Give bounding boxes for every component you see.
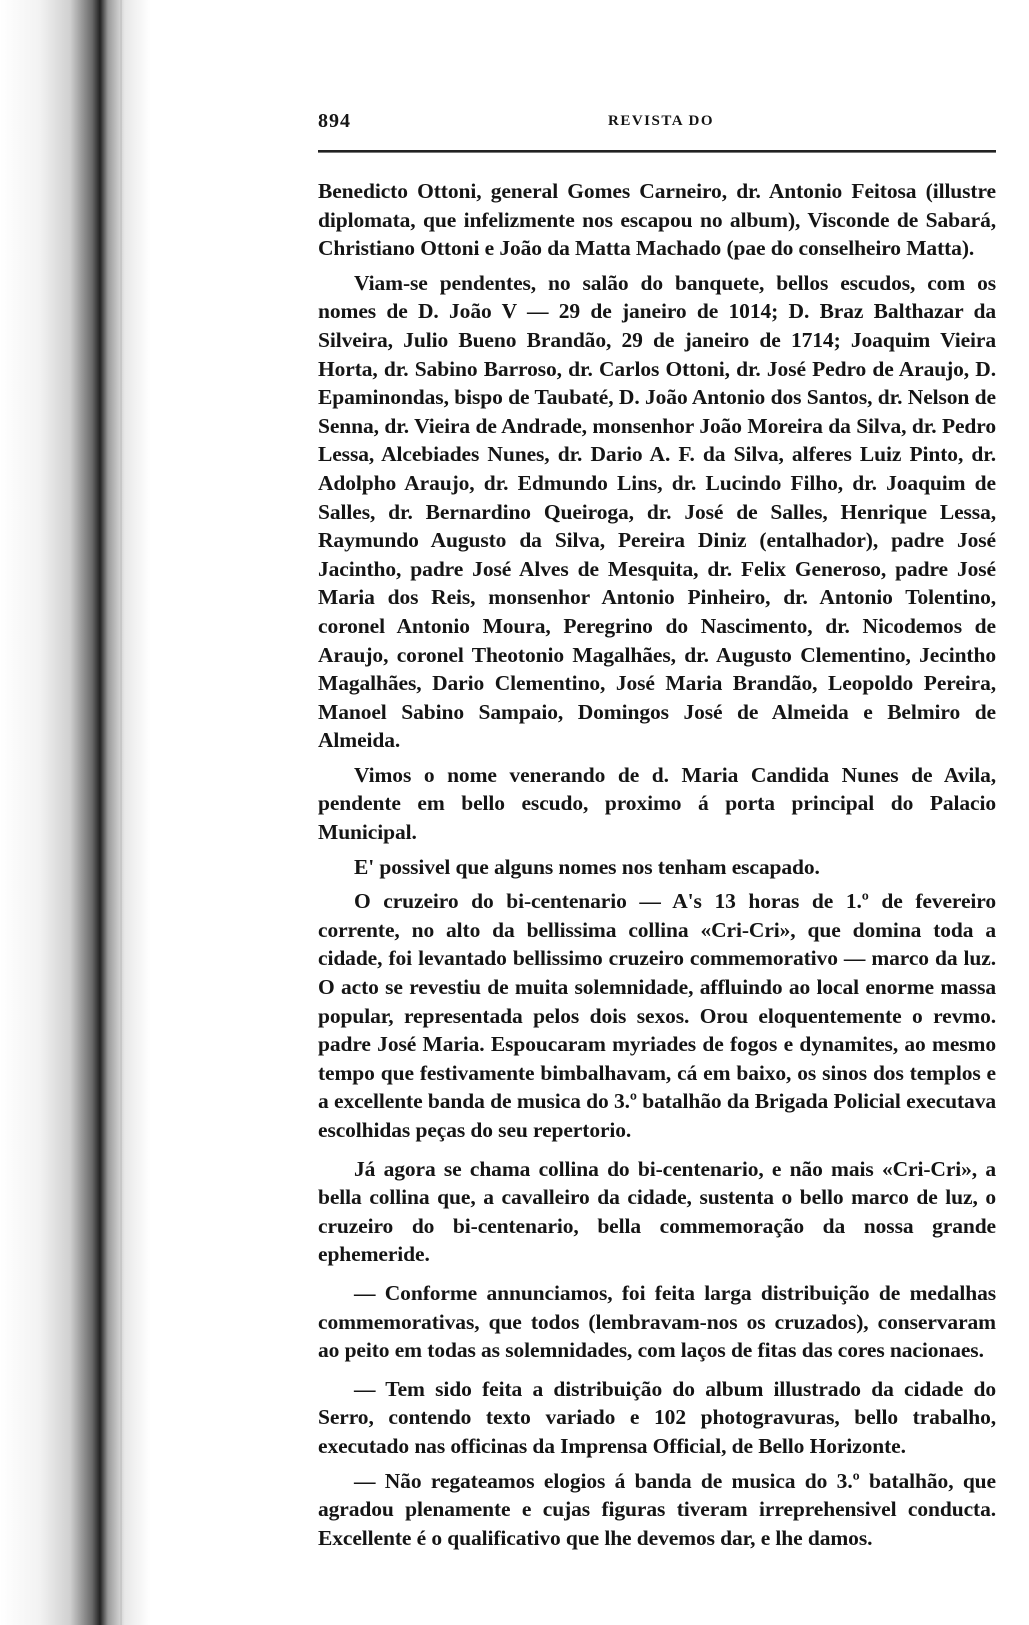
paragraph: Viam-se pendentes, no salão do banquete, bellos escudos, com os nomes de D. João V — 29 de janeiro de 1014; D. Braz Balthazar da Silveira, Julio Bueno Brandão, 29 de janeiro de 1714; Joaquim Vieira Horta, dr. Sabino Barroso, dr. Carlos Ottoni, dr. José Pedro de Araujo, D. Epaminondas, bispo de Taubaté, D. João Antonio dos Santos, dr. Nelson de Senna, dr. Vieira de Andrade, monsenhor João Moreira da Silva, dr. Pedro Lessa, Alcebiades Nunes, dr. Dario A. F. da Silva, alferes Luiz Pinto, dr. Adolpho Araujo, dr. Edmundo Lins, dr. Lucindo Filho, dr. Joaquim de Salles, dr. Bernardino Queiroga, dr. José de Salles, Henrique Lessa, Raymundo Augusto da Silva, Pereira Diniz (entalhador), padre José Jacintho, padre José Alves de Mesquita, dr. Felix Generoso, padre José Maria dos Reis, monsenhor Antonio Pinheiro, dr. Antonio Tolentino, coronel Antonio Moura, Peregrino do Nascimento, dr. Nicodemos de Araujo, coronel Theotonio Magalhães, dr. Augusto Clementino, Jecintho Magalhães, Dario Clementino, José Maria Brandão, Leopoldo Pereira, Manoel Sabino Sampaio, Domingos José de Almeida e Belmiro de Almeida. bbox=[318, 270, 996, 753]
paragraph: E' possivel que alguns nomes nos tenham escapado. bbox=[354, 854, 820, 879]
running-head bbox=[318, 106, 996, 136]
journal-title: REVISTA DO bbox=[608, 113, 714, 129]
binding-edge bbox=[120, 0, 122, 1625]
paragraph: Já agora se chama collina do bi-centenario, e não mais «Cri-Cri», a bella collina que, a cavalleiro da cidade, sustenta o bello marco de luz, o cruzeiro do bi-centenario, bella commemoração da nossa grande ephemeride. bbox=[318, 1156, 996, 1267]
page-number: 894 bbox=[318, 110, 351, 132]
paragraph: — Não regateamos elogios á banda de musica do 3.º batalhão, que agradou plenamente e cujas figuras tiveram irreprehensivel conducta. Excellente é o qualificativo que lhe devemos dar, e lhe damos. bbox=[318, 1468, 996, 1550]
paragraph: Vimos o nome venerando de d. Maria Candida Nunes de Avila, pendente em bello escudo, proximo á porta principal do Palacio Municipal. bbox=[318, 762, 996, 845]
paragraph: Benedicto Ottoni, general Gomes Carneiro, dr. Antonio Feitosa (illustre diplomata, que infelizmente nos escapou no album), Visconde de Sabará, Christiano Ottoni e João da Matta Machado (pae do conselheiro Matta). bbox=[318, 179, 996, 261]
article-body bbox=[318, 177, 996, 1552]
binding-shadow bbox=[0, 0, 150, 1625]
paragraph: — Conforme annunciamos, foi feita larga distribuição de medalhas commemorativas, que todos (lembravam-nos os cruzados), conservaram ao peito em todas as solemnidades, com laços de fitas das cores nacionaes. bbox=[318, 1280, 996, 1363]
book-page bbox=[318, 106, 996, 1558]
paragraph: — Tem sido feita a distribuição do album illustrado da cidade do Serro, contendo texto variado e 102 photogravuras, bello trabalho, executado nas officinas da Imprensa Official, de Bello Horizonte. bbox=[318, 1376, 996, 1458]
header-rule bbox=[318, 150, 996, 153]
paragraph: O cruzeiro do bi-centenario — A's 13 horas de 1.º de fevereiro corrente, no alto da bellissima collina «Cri-Cri», que domina toda a cidade, foi levantado bellissimo cruzeiro commemorativo — marco da luz. O acto se revestiu de muita solemnidade, affluindo ao local enorme massa popular, representada pelos dois sexos. Orou eloquentemente o revmo. padre José Maria. Espoucaram myriades de fogos e dynamites, ao mesmo tempo que festivamente bimbalhavam, cá em baixo, os sinos dos templos e a excellente banda de musica do 3.º batalhão da Brigada Policial executava escolhidas peças do seu repertorio. bbox=[318, 889, 996, 1142]
